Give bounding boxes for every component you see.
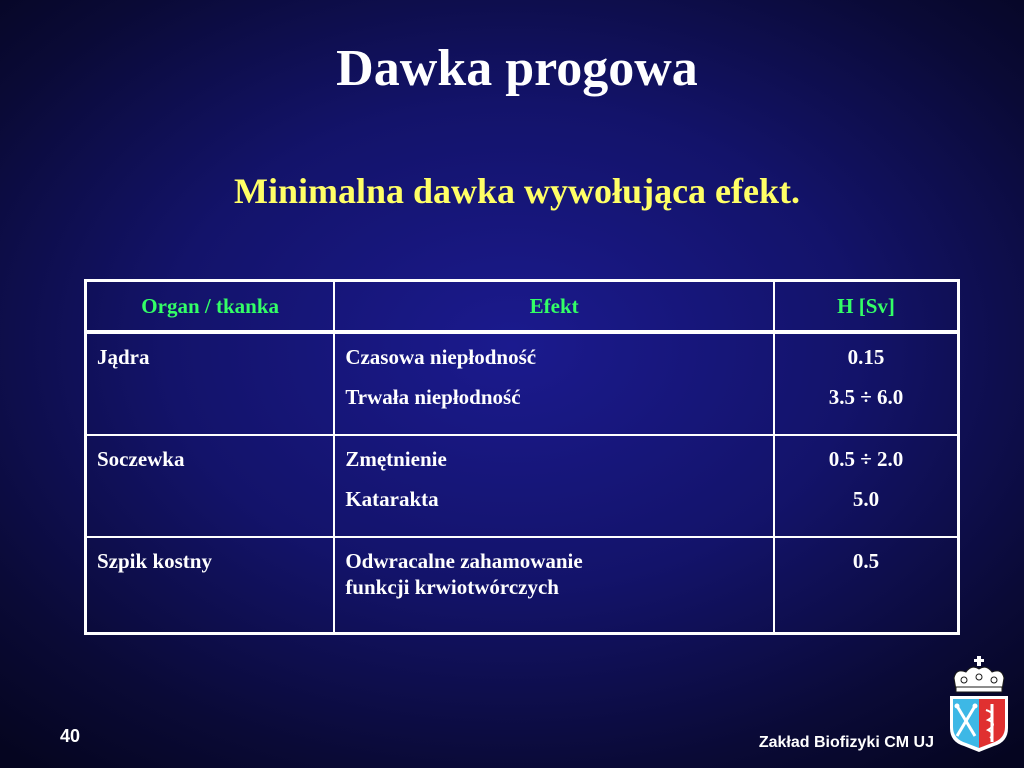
organ-cell (86, 537, 335, 634)
dose-cell (774, 537, 958, 634)
dose-value: 3.5 ÷ 6.0 (828, 385, 904, 410)
header-organ: Organ / tkanka (86, 281, 335, 333)
dose-cell (774, 332, 958, 435)
effect-cell (334, 435, 774, 537)
effect-text: funkcji krwiotwórczych (345, 575, 559, 600)
effect-text: Odwracalne zahamowanie (345, 549, 583, 573)
organ-name: Szpik kostny (97, 549, 212, 573)
footer-department: Zakład Biofizyki CM UJ (758, 734, 934, 751)
table-header-row (86, 281, 959, 333)
effect-text: Zmętnienie (345, 447, 447, 471)
organ-cell (86, 435, 335, 537)
effect-cell (334, 332, 774, 435)
dose-value: 0.5 ÷ 2.0 (828, 447, 904, 471)
dose-value: 0.5 (852, 549, 880, 573)
effect-text: Czasowa niepłodność (345, 345, 537, 369)
organ-cell (86, 332, 335, 435)
dose-value: 5.0 (852, 487, 880, 512)
page-number: 40 (60, 726, 81, 746)
table-row (86, 537, 959, 634)
table-row (86, 435, 959, 537)
effect-cell (334, 537, 774, 634)
slide-title: Dawka progowa (336, 40, 698, 97)
effect-text: Trwała niepłodność (345, 385, 521, 410)
effect-text: Katarakta (345, 487, 439, 512)
threshold-dose-table (84, 279, 960, 635)
university-coat-of-arms-icon (944, 656, 1014, 752)
organ-name: Jądra (97, 345, 150, 369)
slide-subtitle: Minimalna dawka wywołująca efekt. (234, 171, 800, 211)
dose-cell (774, 435, 958, 537)
header-dose: H [Sv] (774, 281, 958, 333)
organ-name: Soczewka (97, 447, 185, 471)
header-effect: Efekt (334, 281, 774, 333)
dose-value: 0.15 (847, 345, 885, 369)
table-row (86, 332, 959, 435)
